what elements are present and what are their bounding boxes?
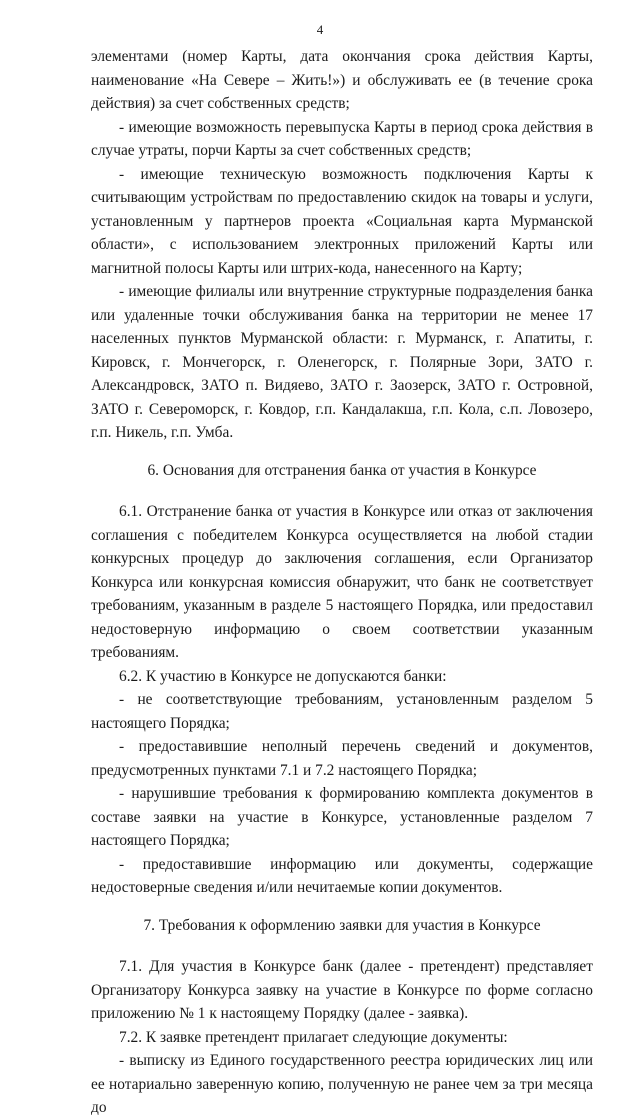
spacer xyxy=(91,900,593,914)
spacer xyxy=(91,445,593,459)
paragraph: элементами (номер Карты, дата окончания срока действия Карты, наименование «На Севере – Жить!») и обслуживать ее (в течение срока действия) за счет собственных средств; xyxy=(91,48,593,112)
spacer xyxy=(91,482,593,500)
list-item: - предоставившие информацию или документы, содержащие недостоверные сведения и/или нечитаемые копии документов. xyxy=(91,855,593,896)
paragraph: 7.1. Для участия в Конкурсе банк (далее - претендент) представляет Организатору Конкурса заявку на участие в Конкурсе по форме согласно приложению № 1 к настоящему Порядку (далее - заявка). xyxy=(91,958,593,1022)
document-body xyxy=(91,45,593,1120)
list-item: - имеющие техническую возможность подключения Карты к считывающим устройствам по предоставлению скидок на товары и услуги, установленным у партнеров проекта «Социальная карта Мурманской области», с использованием электронных приложений Карты или магнитной полосы Карты или штрих-кода, нанесенного на Карту; xyxy=(91,165,593,277)
list-item: - нарушившие требования к формированию комплекта документов в составе заявки на участие в Конкурсе, установленные разделом 7 настоящего Порядка; xyxy=(91,785,593,849)
list-item: - имеющие возможность перевыпуска Карты в период срока действия в случае утраты, порчи Карты за счет собственных средств; xyxy=(91,118,593,159)
paragraph: 6.2. К участию в Конкурсе не допускаются банки: xyxy=(119,667,447,685)
paragraph: 6.1. Отстранение банка от участия в Конкурсе или отказ от заключения соглашения с победителем Конкурса осуществляется на любой стадии конкурсных процедур до заключения соглашения, если Организатор Конкурса или конкурсная комиссия обнаружит, что банк не соответствует требованиям, указанным в разделе 5 настоящего Порядка, или предоставил недостоверную информацию о своем соответствии указанным требованиям. xyxy=(91,503,593,661)
list-item: - не соответствующие требованиям, установленным разделом 5 настоящего Порядка; xyxy=(91,691,593,732)
list-item: - выписку из Единого государственного реестра юридических лиц или ее нотариально заверенную копию, полученную не ранее чем за три месяца до xyxy=(91,1052,593,1116)
section-heading: 7. Требования к оформлению заявки для участия в Конкурсе xyxy=(143,916,541,934)
section-heading: 6. Основания для отстранения банка от участия в Конкурсе xyxy=(147,461,537,479)
spacer xyxy=(91,937,593,955)
list-item: - имеющие филиалы или внутренние структурные подразделения банка или удаленные точки обслуживания банка на территории не менее 17 населенных пунктов Мурманской области: г. Мурманск, г. Апатиты, г. Кировск, г. Мончегорск, г. Оленегорск, г. Полярные Зори, ЗАТО г. Александровск, ЗАТО п. Видяево, ЗАТО г. Заозерск, ЗАТО г. Островной, ЗАТО г. Североморск, г. Ковдор, г.п. Кандалакша, г.п. Кола, с.п. Ловозеро, г.п. Никель, г.п. Умба. xyxy=(91,283,593,441)
list-item: - предоставившие неполный перечень сведений и документов, предусмотренных пунктами 7.1 и 7.2 настоящего Порядка; xyxy=(91,738,593,779)
paragraph: 7.2. К заявке претендент прилагает следующие документы: xyxy=(119,1028,508,1046)
page-number: 4 xyxy=(316,22,324,37)
